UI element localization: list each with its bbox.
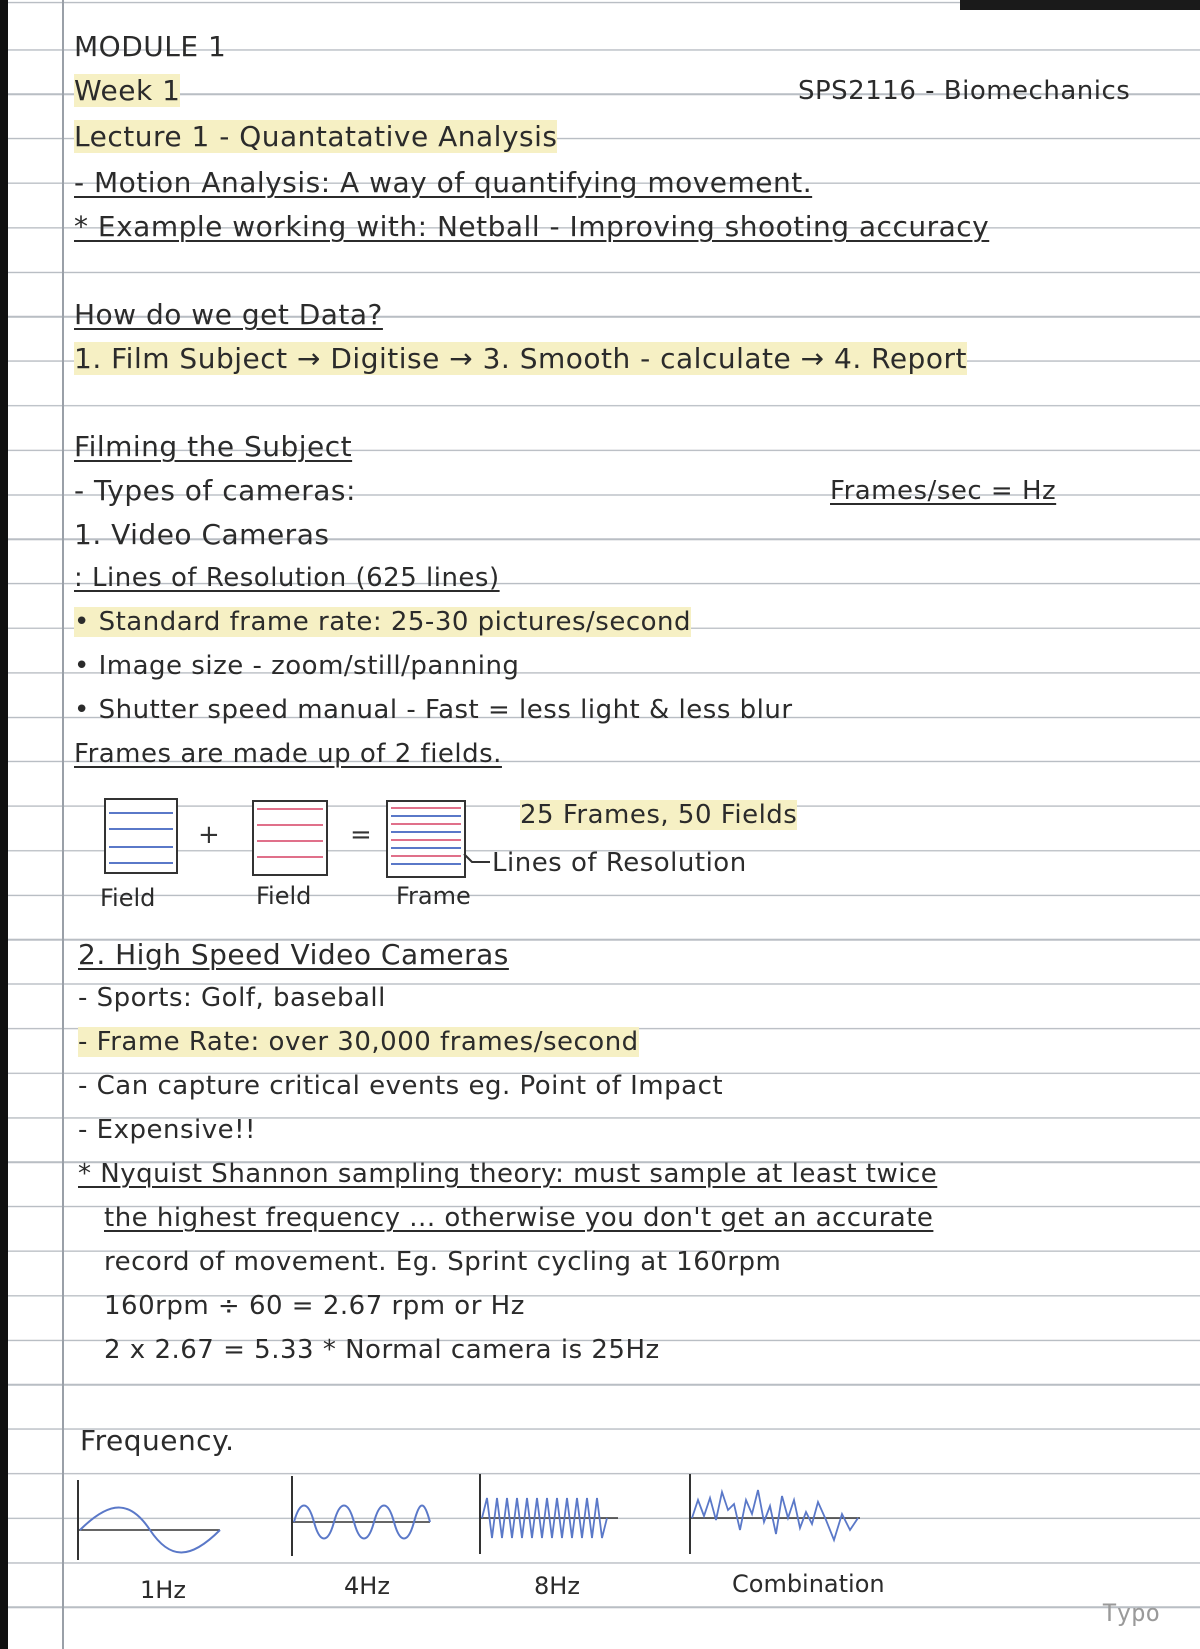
frequency-waves (70, 1470, 950, 1580)
bullet-frame-rate-text: • Standard frame rate: 25-30 pictures/second (74, 607, 692, 637)
hs-critical-events: - Can capture critical events eg. Point of Impact (78, 1071, 724, 1101)
plus-sign: + (198, 820, 220, 850)
high-speed-heading: 2. High Speed Video Cameras (78, 938, 509, 971)
resolution-pointer (462, 852, 492, 872)
bullet-resolution: : Lines of Resolution (625 lines) (74, 563, 500, 593)
nyquist-line-1: * Nyquist Shannon sampling theory: must sample at least twice (78, 1159, 938, 1189)
bullet-frame-rate (74, 607, 691, 637)
frames-fields-text: 25 Frames, 50 Fields (520, 800, 798, 830)
hs-frame-rate-text: - Frame Rate: over 30,000 frames/second (78, 1027, 639, 1057)
hs-sports: - Sports: Golf, baseball (78, 983, 386, 1013)
data-heading: How do we get Data? (74, 298, 383, 331)
scan-edge-left (0, 0, 8, 1649)
freq-label-8hz: 8Hz (534, 1572, 580, 1600)
week-label: Week 1 (74, 74, 181, 107)
field-box-2 (252, 800, 328, 876)
steps-line: 1. Film Subject → Digitise → 3. Smooth - calculate → 4. Report (74, 342, 967, 375)
margin-line (62, 0, 64, 1649)
freq-label-4hz: 4Hz (344, 1572, 390, 1600)
types-of-cameras: - Types of cameras: (74, 474, 356, 507)
course-label: SPS2116 - Biomechanics (798, 76, 1131, 106)
bullet-shutter: • Shutter speed manual - Fast = less light & less blur (74, 695, 793, 725)
calc-line-2: 2 x 2.67 = 5.33 * Normal camera is 25Hz (104, 1335, 660, 1365)
freq-label-combination: Combination (732, 1570, 885, 1598)
field-box-1 (104, 798, 178, 874)
lecture-title: Lecture 1 - Quantatative Analysis (74, 120, 558, 153)
hs-expensive: - Expensive!! (78, 1115, 256, 1145)
scan-edge-top (960, 0, 1200, 10)
field-caption-1: Field (100, 884, 156, 912)
video-cameras-heading: 1. Video Cameras (74, 518, 330, 551)
freq-label-1hz: 1Hz (140, 1576, 186, 1604)
hs-frame-rate (78, 1027, 639, 1057)
nyquist-line-3: record of movement. Eg. Sprint cycling at 160rpm (104, 1247, 782, 1277)
frames-per-sec-note: Frames/sec = Hz (830, 476, 1057, 506)
frames-fields-note (520, 800, 797, 830)
lines-of-resolution-label: Lines of Resolution (492, 848, 747, 878)
nyquist-line-2: the highest frequency ... otherwise you don't get an accurate (104, 1203, 934, 1233)
filming-heading: Filming the Subject (74, 430, 353, 463)
frame-box (386, 800, 466, 878)
frame-caption: Frame (396, 882, 471, 910)
module-label: MODULE 1 (74, 30, 227, 63)
fields-line: Frames are made up of 2 fields. (74, 739, 502, 769)
calc-line-1: 160rpm ÷ 60 = 2.67 rpm or Hz (104, 1291, 525, 1321)
motion-analysis-line: - Motion Analysis: A way of quantifying movement. (74, 166, 813, 199)
bullet-image-size: • Image size - zoom/still/panning (74, 651, 520, 681)
watermark-typo: Typo (1102, 1599, 1160, 1627)
example-line: * Example working with: Netball - Improving shooting accuracy (74, 210, 990, 243)
frequency-heading: Frequency. (80, 1424, 235, 1457)
equals-sign: = (350, 820, 372, 850)
field-caption-2: Field (256, 882, 312, 910)
